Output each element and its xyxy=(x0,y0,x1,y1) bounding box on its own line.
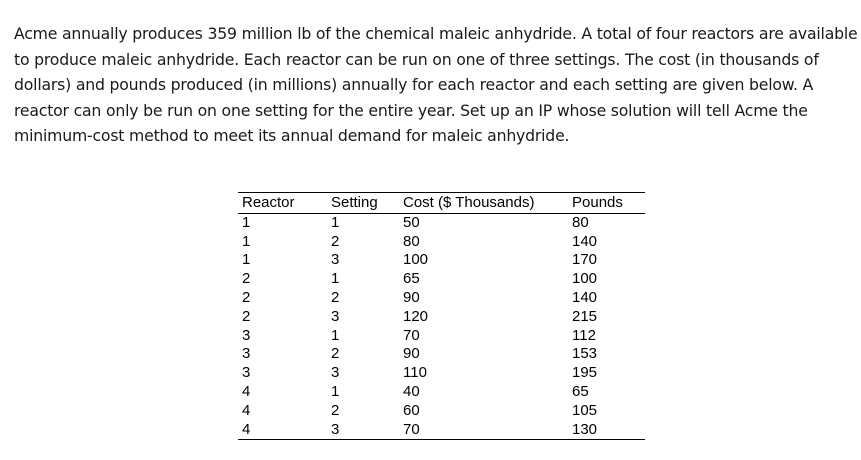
table-row xyxy=(238,345,645,364)
pounds-cell: 80 xyxy=(572,213,589,231)
setting-cell: 3 xyxy=(331,364,340,382)
pounds-cell: 65 xyxy=(572,382,589,400)
reactor-cell: 3 xyxy=(242,364,251,382)
header-setting: Setting xyxy=(327,193,399,214)
pounds-cell: 100 xyxy=(572,270,598,288)
setting-cell: 2 xyxy=(331,288,340,306)
setting-cell: 1 xyxy=(331,270,340,288)
table-row xyxy=(238,383,645,402)
setting-cell: 2 xyxy=(331,232,340,250)
table-row xyxy=(238,289,645,308)
table-body xyxy=(238,213,645,440)
reactor-cell: 4 xyxy=(238,421,327,440)
reactor-settings-table-container xyxy=(238,192,645,440)
table-row xyxy=(238,421,645,440)
reactor-cell: 2 xyxy=(242,307,251,325)
setting-cell: 1 xyxy=(331,382,340,400)
setting-cell: 1 xyxy=(331,213,340,231)
cost-cell: 90 xyxy=(403,345,420,363)
cost-cell: 70 xyxy=(403,326,420,344)
reactor-cell: 4 xyxy=(242,382,251,400)
reactor-cell: 3 xyxy=(242,345,251,363)
table-row xyxy=(238,233,645,252)
pounds-cell: 112 xyxy=(572,326,596,344)
setting-cell: 1 xyxy=(331,326,340,344)
cost-cell: 60 xyxy=(403,401,420,419)
table-row xyxy=(238,308,645,327)
cost-cell: 120 xyxy=(403,307,429,325)
pounds-cell: 215 xyxy=(572,307,598,325)
pounds-cell: 153 xyxy=(572,345,598,363)
problem-statement: Acme annually produces 359 million lb of the chemical maleic anhydride. A total of four reactors are available to produce maleic anhydride. Each reactor can be run on one of three settings. The cost (in thousands of dollars) and pounds produced (in millions) annually for each reactor and each setting are given below. A reactor can only be run on one setting for the entire year. Set up an IP whose solution will tell Acme the minimum-cost method to meet its annual demand for maleic anhydride. xyxy=(14,24,858,145)
table-row xyxy=(238,402,645,421)
cost-cell: 90 xyxy=(403,288,420,306)
reactor-cell: 2 xyxy=(242,288,251,306)
reactor-cell: 4 xyxy=(242,401,251,419)
cost-cell: 70 xyxy=(399,421,568,440)
reactor-settings-table xyxy=(238,192,645,440)
table-row xyxy=(238,270,645,289)
table-row xyxy=(238,251,645,270)
table-row xyxy=(238,213,645,232)
pounds-cell: 140 xyxy=(572,232,598,250)
cost-cell: 40 xyxy=(403,382,420,400)
reactor-cell: 1 xyxy=(242,232,251,250)
pounds-cell: 170 xyxy=(572,251,598,269)
header-pounds: Pounds xyxy=(568,193,645,214)
setting-cell: 3 xyxy=(331,307,340,325)
reactor-cell: 3 xyxy=(242,326,251,344)
table-row xyxy=(238,327,645,346)
setting-cell: 2 xyxy=(331,345,340,363)
cost-cell: 50 xyxy=(403,213,420,231)
reactor-cell: 1 xyxy=(242,213,251,231)
setting-cell: 2 xyxy=(331,401,340,419)
header-cost: Cost ($ Thousands) xyxy=(399,193,568,214)
pounds-cell: 140 xyxy=(572,288,598,306)
table-header xyxy=(238,193,645,214)
reactor-cell: 1 xyxy=(242,251,251,269)
cost-cell: 80 xyxy=(403,232,420,250)
pounds-cell: 195 xyxy=(572,364,598,382)
setting-cell: 3 xyxy=(327,421,399,440)
header-reactor: Reactor xyxy=(238,193,327,214)
reactor-cell: 2 xyxy=(242,270,251,288)
pounds-cell: 130 xyxy=(568,421,645,440)
table-row xyxy=(238,364,645,383)
setting-cell: 3 xyxy=(331,251,340,269)
cost-cell: 100 xyxy=(403,251,429,269)
cost-cell: 110 xyxy=(403,364,427,382)
pounds-cell: 105 xyxy=(572,401,598,419)
header-row xyxy=(238,193,645,214)
cost-cell: 65 xyxy=(403,270,420,288)
